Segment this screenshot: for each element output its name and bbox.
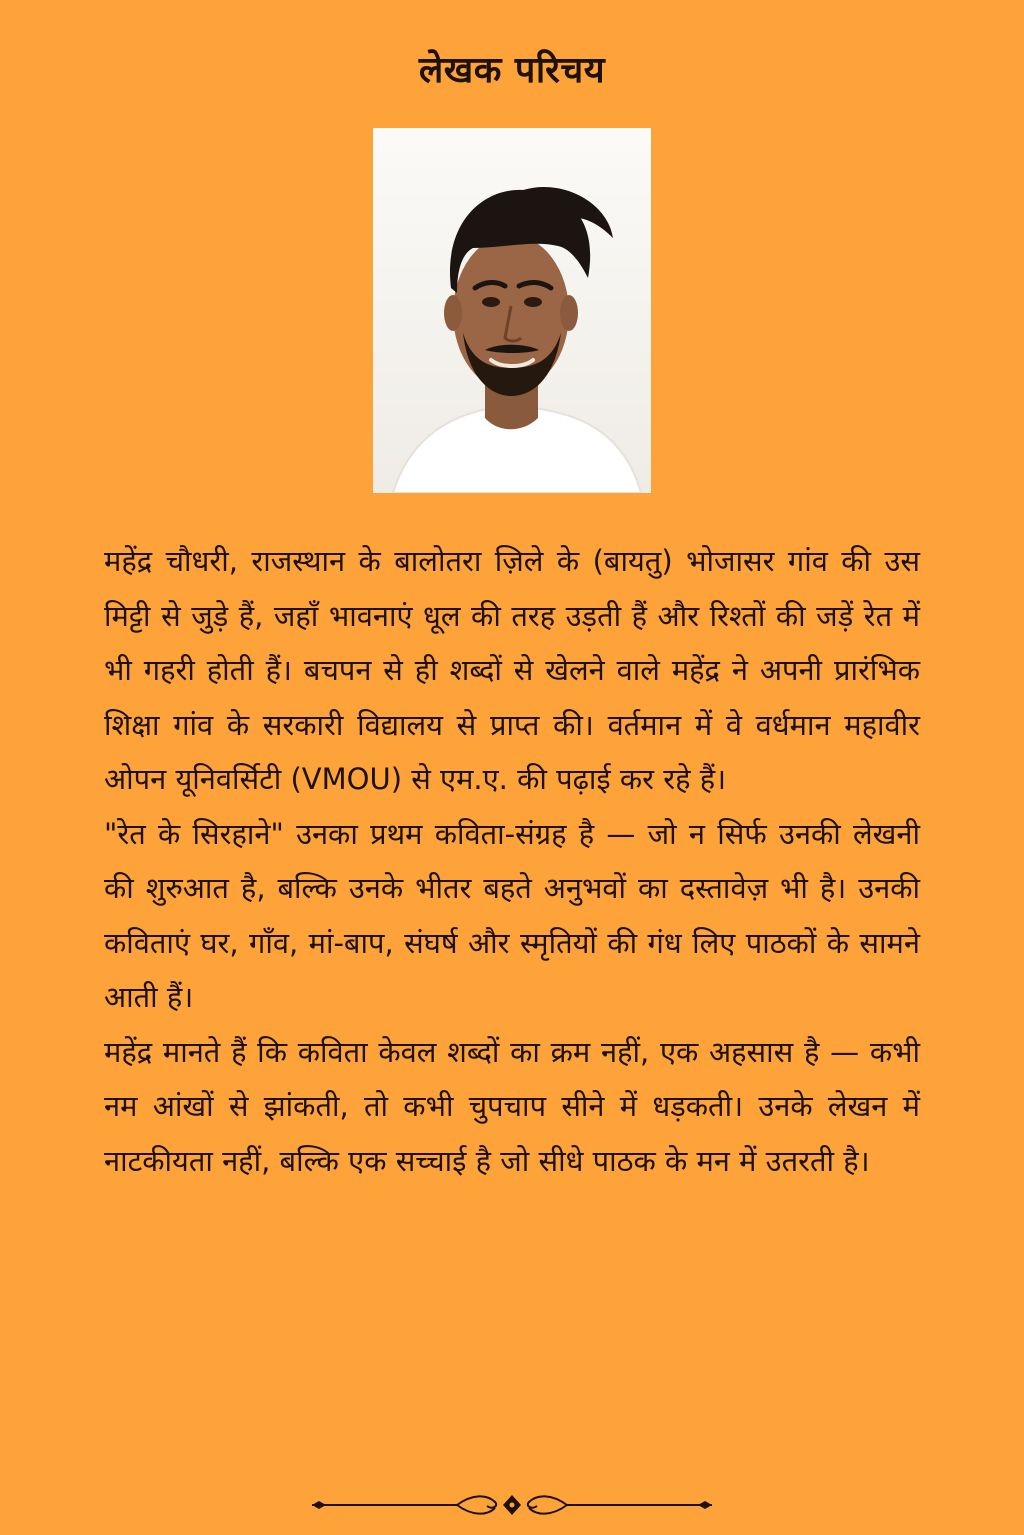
author-portrait-icon xyxy=(373,128,651,493)
page-title: लेखक परिचय xyxy=(418,50,606,91)
bio-paragraph-1: महेंद्र चौधरी, राजस्थान के बालोतरा ज़िले के (बायतु) भोजासर गांव की उस मिट्टी से जुड़े हैं, जहाँ भावनाएं धूल की तरह उड़ती हैं और रिश्तों की जड़ें रेत में भी गहरी होती हैं। बचपन से ही शब्दों से खेलने वाले महेंद्र ने अपनी प्रारंभिक शिक्षा गांव के सरकारी विद्यालय से प्राप्त की। वर्तमान में वे वर्धमान महावीर ओपन यूनिवर्सिटी (VMOU) से एम.ए. की पढ़ाई कर रहे हैं। xyxy=(104,544,920,796)
author-bio xyxy=(104,534,920,1188)
bio-paragraph-3: महेंद्र मानते हैं कि कविता केवल शब्दों का क्रम नहीं, एक अहसास है — कभी नम आंखों से झांकती, तो कभी चुपचाप सीने में धड़कती। उनके लेखन में नाटकीयता नहीं, बल्कि एक सच्चाई है जो सीधे पाठक के मन में उतरती है। xyxy=(104,1034,920,1178)
divider-ornament-icon xyxy=(307,1490,717,1520)
author-photo xyxy=(373,128,651,493)
bio-paragraph-2: "रेत के सिरहाने" उनका प्रथम कविता-संग्रह है — जो न सिर्फ उनकी लेखनी की शुरुआत है, बल्कि उनके भीतर बहते अनुभवों का दस्तावेज़ भी है। उनकी कविताएं घर, गाँव, मां-बाप, संघर्ष और स्मृतियों की गंध लिए पाठकों के सामने आती हैं। xyxy=(104,816,920,1014)
